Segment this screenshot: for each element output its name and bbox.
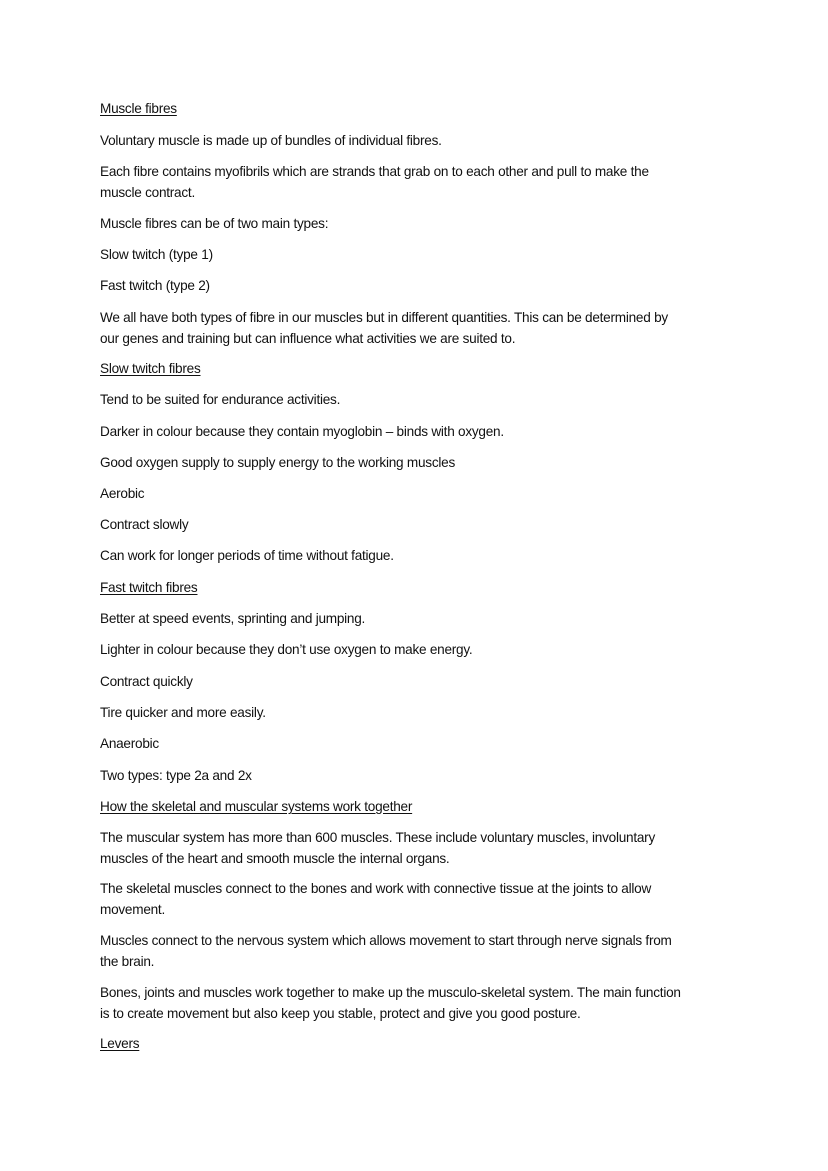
text-line: movement.: [100, 901, 165, 917]
paragraph: [100, 131, 442, 152]
paragraph: [100, 931, 672, 972]
paragraph: [100, 515, 188, 536]
text-line: Levers: [100, 1036, 140, 1051]
section-heading: [100, 99, 177, 120]
text-line: Fast twitch (type 2): [100, 278, 210, 293]
text-line: We all have both types of fibre in our muscles but in different quantities. This can be determined by: [100, 310, 668, 325]
section-heading: [100, 1034, 139, 1055]
text-line: muscles of the heart and smooth muscle the internal organs.: [100, 850, 450, 866]
text-line: Anaerobic: [100, 736, 159, 751]
paragraph: [100, 245, 213, 266]
text-line: The skeletal muscles connect to the bones and work with connective tissue at the joints to allow: [100, 881, 652, 896]
text-line: Better at speed events, sprinting and jumping.: [100, 611, 366, 626]
paragraph: [100, 703, 266, 724]
text-line: Voluntary muscle is made up of bundles of individual fibres.: [100, 133, 442, 148]
section-heading: [100, 797, 412, 818]
paragraph: [100, 672, 193, 693]
paragraph: [100, 879, 651, 920]
text-line: Contract slowly: [100, 517, 189, 532]
text-line: muscle contract.: [100, 184, 195, 200]
paragraph: [100, 734, 159, 755]
text-line: is to create movement but also keep you stable, protect and give you good posture.: [100, 1005, 581, 1021]
text-line: Slow twitch (type 1): [100, 247, 213, 262]
text-line: Tire quicker and more easily.: [100, 705, 266, 720]
text-line: Each fibre contains myofibrils which are strands that grab on to each other and pull to make the: [100, 164, 649, 179]
paragraph: [100, 546, 394, 567]
text-line: Lighter in colour because they don’t use oxygen to make energy.: [100, 642, 473, 657]
paragraph: [100, 828, 655, 869]
text-line: The muscular system has more than 600 muscles. These include voluntary muscles, involuntary: [100, 830, 655, 845]
section-heading: [100, 578, 197, 599]
paragraph: [100, 609, 365, 630]
text-line: Aerobic: [100, 486, 145, 501]
text-line: Contract quickly: [100, 674, 193, 689]
paragraph: [100, 640, 472, 661]
text-line: our genes and training but can influence what activities we are suited to.: [100, 330, 516, 346]
paragraph: [100, 983, 681, 1024]
text-line: Good oxygen supply to supply energy to the working muscles: [100, 455, 456, 470]
text-line: Slow twitch fibres: [100, 361, 201, 376]
paragraph: [100, 308, 668, 349]
paragraph: [100, 766, 252, 787]
paragraph: [100, 422, 504, 443]
text-line: Muscle fibres: [100, 101, 177, 116]
text-line: Muscles connect to the nervous system which allows movement to start through nerve signals from: [100, 933, 672, 948]
text-line: Muscle fibres can be of two main types:: [100, 216, 329, 231]
text-line: How the skeletal and muscular systems work together: [100, 799, 413, 814]
paragraph: [100, 276, 210, 297]
text-line: Darker in colour because they contain myoglobin – binds with oxygen.: [100, 424, 504, 439]
text-line: Fast twitch fibres: [100, 580, 198, 595]
text-line: Two types: type 2a and 2x: [100, 768, 252, 783]
text-line: Can work for longer periods of time without fatigue.: [100, 548, 394, 563]
paragraph: [100, 453, 455, 474]
section-heading: [100, 359, 201, 380]
paragraph: [100, 214, 328, 235]
paragraph: [100, 162, 649, 203]
paragraph: [100, 484, 144, 505]
text-line: the brain.: [100, 953, 155, 969]
text-line: Tend to be suited for endurance activities.: [100, 392, 341, 407]
text-line: Bones, joints and muscles work together to make up the musculo-skeletal system. The main function: [100, 985, 681, 1000]
paragraph: [100, 390, 340, 411]
